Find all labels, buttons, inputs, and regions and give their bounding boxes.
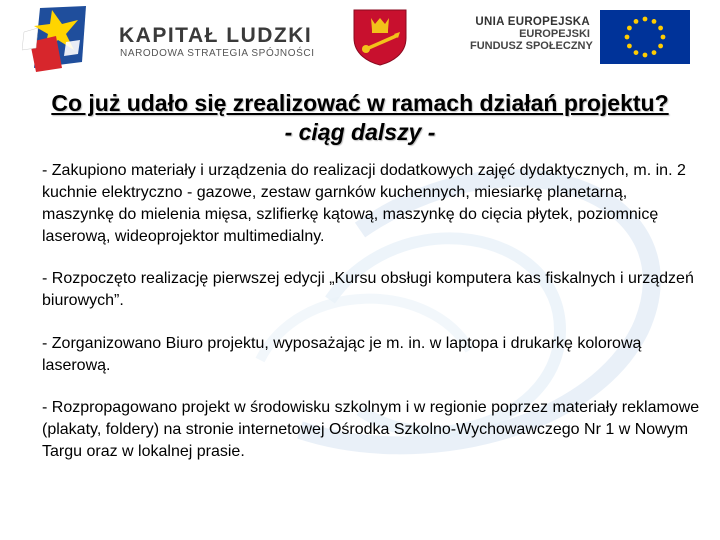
eu-text-line1: UNIA EUROPEJSKA [475,16,590,28]
eu-text-line3: FUNDUSZ SPOŁECZNY [470,40,593,52]
bullet-item: - Rozpropagowano projekt w środowisku szkolnym i w regionie poprzez materiały reklamowe (plakaty, foldery) na stronie internetowej Ośrodka Szkolno-Wychowawczego Nr 1 w Nowym Targu oraz w lokalnej prasie. [42,399,700,460]
eu-text-line2: EUROPEJSKI [519,28,590,40]
bullet-item: - Zorganizowano Biuro projektu, wyposażając je m. in. w laptopa i drukarkę kolorową laserową. [42,335,642,374]
bullet-item: - Rozpoczęto realizację pierwszej edycji „Kursu obsługi komputera kas fiskalnych i urządzeń biurowych”. [42,270,694,309]
bullet-item: - Zakupiono materiały i urządzenia do realizacji dodatkowych zajęć dydaktycznych, m. in. 2 kuchnie elektryczno - gazowe, zestaw garnków kuchennych, miesiarkę planetarną, maszynkę do mielenia mięsa, szlifierkę kątową, maszynkę do cięcia płytek, poziomnicę laserową, wideoprojektor multimedialny. [42,162,686,245]
kapital-ludzki-title: KAPITAŁ LUDZKI [119,24,313,47]
slide-subtitle: - ciąg dalszy - [284,119,436,145]
kapital-ludzki-subtitle: NARODOWA STRATEGIA SPÓJNOŚCI [120,48,315,59]
bullet-list [42,160,702,483]
slide-title: Co już udało się zrealizować w ramach działań projektu? [51,90,669,116]
